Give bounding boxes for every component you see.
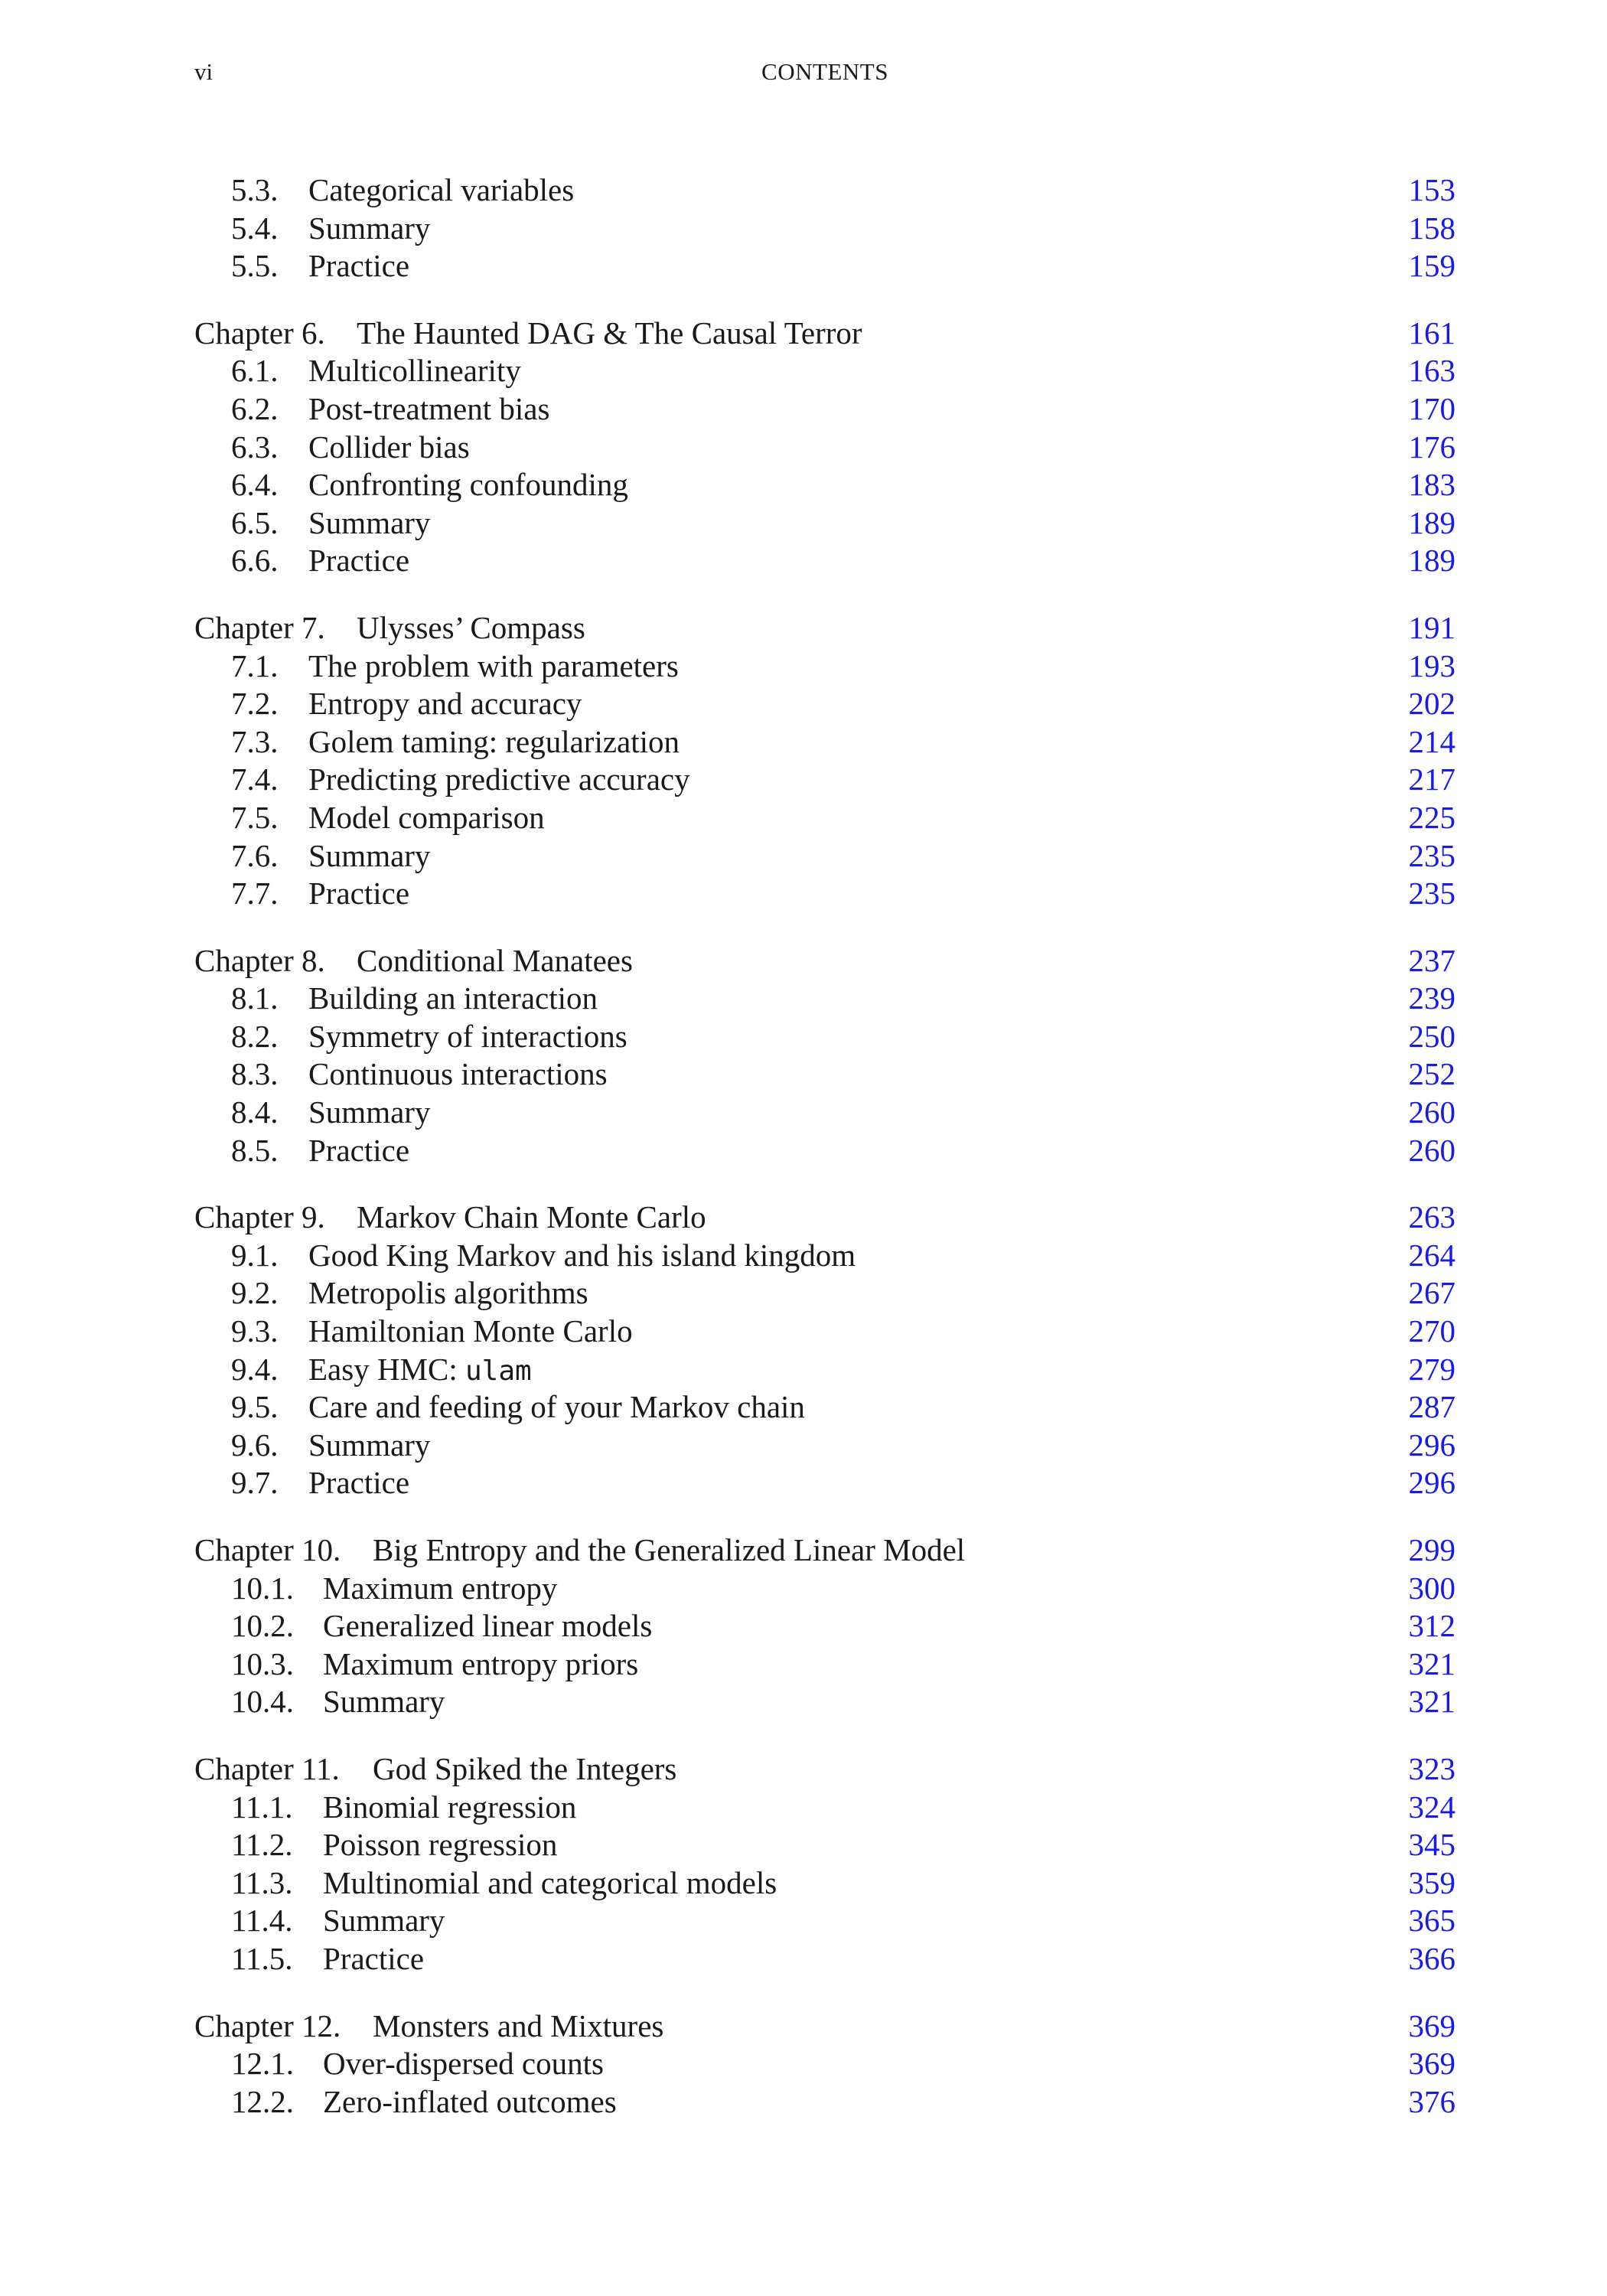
section-entry[interactable] [194, 171, 1455, 210]
section-title [323, 1683, 445, 1721]
section-entry[interactable] [194, 1055, 1455, 1094]
section-page-link[interactable]: 193 [1408, 647, 1455, 683]
section-title [308, 685, 582, 723]
running-head [194, 55, 1455, 89]
section-title-text: Summary [308, 1427, 431, 1463]
toc-group [194, 1531, 1455, 1721]
section-entry[interactable] [194, 210, 1455, 248]
section-page-link[interactable]: 324 [1408, 1789, 1455, 1825]
section-page-link[interactable]: 376 [1408, 2083, 1455, 2119]
section-page-link[interactable]: 267 [1408, 1275, 1455, 1311]
section-entry[interactable] [194, 837, 1455, 876]
section-number: 8.1. [231, 980, 279, 1016]
section-title [308, 1018, 627, 1056]
chapter-number: Chapter 12. [194, 2007, 341, 2043]
section-entry[interactable] [194, 1607, 1455, 1645]
section-title [323, 2083, 617, 2122]
section-page-link[interactable]: 321 [1408, 1645, 1455, 1681]
section-page-link[interactable]: 260 [1408, 1132, 1455, 1168]
section-title-text: Practice [323, 1940, 425, 1976]
chapter-entry[interactable] [194, 1199, 1455, 1237]
section-number: 11.4. [231, 1903, 293, 1939]
section-page-link[interactable]: 345 [1408, 1827, 1455, 1863]
section-entry[interactable] [194, 542, 1455, 580]
section-title [323, 1902, 445, 1940]
chapter-title: Big Entropy and the Generalized Linear Model [373, 1532, 966, 1567]
section-entry[interactable] [194, 390, 1455, 429]
section-entry[interactable] [194, 1351, 1455, 1389]
section-number: 6.6. [231, 543, 279, 579]
section-title [323, 1940, 424, 1978]
section-entry[interactable] [194, 1388, 1455, 1427]
section-page-link[interactable]: 270 [1408, 1313, 1455, 1349]
chapter-entry[interactable] [194, 942, 1455, 980]
section-page-link[interactable]: 183 [1408, 467, 1455, 503]
section-number: 12.2. [231, 2083, 294, 2119]
section-number: 5.5. [231, 248, 279, 284]
toc-group [194, 2007, 1455, 2122]
section-title-text: Practice [308, 876, 410, 912]
section-page-link[interactable]: 176 [1408, 429, 1455, 465]
section-number: 6.3. [231, 429, 279, 465]
section-entry[interactable] [194, 685, 1455, 723]
section-title [323, 2045, 604, 2083]
section-title-text: Practice [308, 1465, 410, 1501]
section-number: 10.1. [231, 1570, 294, 1606]
section-title-code: ulam [465, 1355, 532, 1387]
section-entry[interactable] [194, 1094, 1455, 1132]
section-title-text: Summary [308, 837, 431, 873]
section-title [323, 1645, 638, 1684]
section-entry[interactable] [194, 647, 1455, 686]
section-title-text: Generalized linear models [323, 1608, 653, 1644]
section-page-link[interactable]: 359 [1408, 1864, 1455, 1900]
section-number: 7.6. [231, 837, 279, 873]
section-number: 6.2. [231, 390, 279, 426]
section-entry[interactable] [194, 1464, 1455, 1502]
section-number: 6.1. [231, 353, 279, 389]
section-entry[interactable] [194, 1274, 1455, 1313]
section-title-text: Entropy and accuracy [308, 686, 582, 722]
section-title-text: Practice [308, 248, 410, 284]
section-page-link[interactable]: 365 [1408, 1903, 1455, 1939]
section-title [308, 504, 430, 543]
section-number: 6.4. [231, 467, 279, 503]
section-page-link[interactable]: 217 [1408, 762, 1455, 797]
section-title [308, 1132, 409, 1170]
section-number: 11.3. [231, 1864, 293, 1900]
section-number: 8.5. [231, 1132, 279, 1168]
section-title [308, 1237, 856, 1275]
section-number: 9.1. [231, 1237, 279, 1273]
section-page-link[interactable]: 366 [1408, 1940, 1455, 1976]
section-title [308, 837, 430, 876]
section-title [308, 390, 549, 429]
section-entry[interactable] [194, 1018, 1455, 1056]
section-entry[interactable] [194, 1902, 1455, 1940]
section-page-link[interactable]: 159 [1408, 248, 1455, 284]
section-number: 9.6. [231, 1427, 279, 1463]
section-title [308, 466, 628, 504]
chapter-entry[interactable] [194, 315, 1455, 353]
section-title [308, 1464, 409, 1502]
section-title [308, 761, 690, 799]
page-folio: vi [194, 58, 214, 85]
section-number: 5.4. [231, 210, 279, 246]
section-title-text: Binomial regression [323, 1789, 577, 1825]
section-title [308, 1427, 430, 1465]
section-entry[interactable] [194, 761, 1455, 799]
section-title [323, 1826, 557, 1864]
section-title [308, 875, 409, 913]
section-title-text: Multicollinearity [308, 353, 521, 389]
chapter-title: Ulysses’ Compass [357, 609, 585, 645]
chapter-page-link[interactable]: 191 [1408, 609, 1455, 645]
section-entry[interactable] [194, 466, 1455, 504]
chapter-number: Chapter 10. [194, 1532, 341, 1567]
section-page-link[interactable]: 321 [1408, 1684, 1455, 1720]
section-number: 9.4. [231, 1351, 279, 1387]
section-number: 5.3. [231, 172, 279, 207]
section-title-text: Good King Markov and his island kingdom [308, 1237, 856, 1273]
section-title-text: Maximum entropy priors [323, 1645, 639, 1681]
section-title-text: Practice [308, 1132, 410, 1168]
section-number: 12.1. [231, 2046, 294, 2082]
section-page-link[interactable]: 252 [1408, 1056, 1455, 1092]
group-spacer [194, 1978, 1455, 2007]
section-entry[interactable] [194, 1864, 1455, 1903]
section-title-text: Care and feeding of your Markov chain [308, 1389, 805, 1425]
section-title [323, 1864, 777, 1903]
group-spacer [194, 1169, 1455, 1199]
section-entry[interactable] [194, 504, 1455, 543]
chapter-number: Chapter 11. [194, 1750, 340, 1786]
chapter-page-link[interactable]: 161 [1408, 315, 1455, 351]
chapter-number: Chapter 7. [194, 609, 325, 645]
section-entry[interactable] [194, 799, 1455, 837]
chapter-page-link[interactable]: 263 [1408, 1199, 1455, 1235]
section-entry[interactable] [194, 1826, 1455, 1864]
table-of-contents [194, 171, 1455, 2121]
section-title [308, 1388, 805, 1427]
chapter-page-link[interactable]: 323 [1408, 1750, 1455, 1786]
section-title-text: Poisson regression [323, 1827, 558, 1863]
section-page-link[interactable]: 287 [1408, 1389, 1455, 1425]
section-number: 10.2. [231, 1608, 294, 1644]
chapter-entry[interactable] [194, 1750, 1455, 1789]
section-title [308, 247, 409, 285]
section-number: 6.5. [231, 504, 279, 540]
section-number: 7.4. [231, 762, 279, 797]
section-page-link[interactable]: 312 [1408, 1608, 1455, 1644]
section-number: 10.3. [231, 1645, 294, 1681]
chapter-page-link[interactable]: 369 [1408, 2007, 1455, 2043]
section-number: 7.2. [231, 686, 279, 722]
section-number: 8.3. [231, 1056, 279, 1092]
section-title-text: Predicting predictive accuracy [308, 762, 690, 797]
section-entry[interactable] [194, 352, 1455, 390]
section-page-link[interactable]: 189 [1408, 543, 1455, 579]
section-number: 9.7. [231, 1465, 279, 1501]
section-title [308, 1313, 633, 1351]
section-title [308, 429, 470, 467]
section-page-link[interactable]: 260 [1408, 1094, 1455, 1130]
section-number: 11.1. [231, 1789, 293, 1825]
section-page-link[interactable]: 250 [1408, 1018, 1455, 1054]
section-title [308, 1055, 608, 1094]
section-number: 8.2. [231, 1018, 279, 1054]
section-title-text: The problem with parameters [308, 647, 679, 683]
toc-group [194, 1750, 1455, 1978]
section-page-link[interactable]: 264 [1408, 1237, 1455, 1273]
chapter-page-link[interactable]: 237 [1408, 942, 1455, 978]
chapter-number: Chapter 6. [194, 315, 325, 351]
section-title-text: Hamiltonian Monte Carlo [308, 1313, 633, 1349]
section-number: 7.3. [231, 723, 279, 759]
section-title [308, 542, 409, 580]
section-page-link[interactable]: 235 [1408, 876, 1455, 912]
section-page-link[interactable]: 153 [1408, 172, 1455, 207]
toc-group [194, 315, 1455, 580]
chapter-title: Monsters and Mixtures [373, 2007, 664, 2043]
chapter-page-link[interactable]: 299 [1408, 1532, 1455, 1567]
section-title [308, 980, 598, 1018]
running-head-title: CONTENTS [761, 58, 888, 85]
group-spacer [194, 285, 1455, 315]
toc-group [194, 609, 1455, 913]
section-page-link[interactable]: 279 [1408, 1351, 1455, 1387]
section-entry[interactable] [194, 723, 1455, 762]
section-entry[interactable] [194, 1940, 1455, 1978]
chapter-entry[interactable] [194, 1531, 1455, 1570]
chapter-entry[interactable] [194, 2007, 1455, 2046]
section-title [308, 210, 430, 248]
section-entry[interactable] [194, 429, 1455, 467]
section-title-text: Golem taming: regularization [308, 723, 680, 759]
section-entry[interactable] [194, 1789, 1455, 1827]
chapter-title: God Spiked the Integers [373, 1750, 677, 1786]
section-title-text: Practice [308, 543, 410, 579]
section-title [308, 723, 680, 762]
section-entry[interactable] [194, 1645, 1455, 1684]
section-title-text: Post-treatment bias [308, 390, 550, 426]
section-entry[interactable] [194, 2083, 1455, 2122]
section-title-text: Easy HMC: [308, 1351, 465, 1387]
section-page-link[interactable]: 300 [1408, 1570, 1455, 1606]
group-spacer [194, 913, 1455, 942]
section-number: 9.5. [231, 1389, 279, 1425]
section-page-link[interactable]: 225 [1408, 799, 1455, 835]
section-entry[interactable] [194, 1570, 1455, 1608]
section-title-text: Summary [323, 1684, 445, 1720]
group-spacer [194, 580, 1455, 609]
section-title-text: Zero-inflated outcomes [323, 2083, 617, 2119]
section-title-text: Summary [308, 1094, 431, 1130]
section-entry[interactable] [194, 2045, 1455, 2083]
section-entry[interactable] [194, 980, 1455, 1018]
toc-group [194, 942, 1455, 1170]
section-title [308, 1351, 532, 1391]
section-page-link[interactable]: 158 [1408, 210, 1455, 246]
section-page-link[interactable]: 296 [1408, 1465, 1455, 1501]
section-entry[interactable] [194, 1132, 1455, 1170]
section-entry[interactable] [194, 1427, 1455, 1465]
section-title-text: Building an interaction [308, 980, 598, 1016]
section-number: 7.1. [231, 647, 279, 683]
group-spacer [194, 1502, 1455, 1531]
section-page-link[interactable]: 369 [1408, 2046, 1455, 2082]
section-page-link[interactable]: 214 [1408, 723, 1455, 759]
section-title-text: Multinomial and categorical models [323, 1864, 777, 1900]
section-page-link[interactable]: 296 [1408, 1427, 1455, 1463]
section-number: 11.2. [231, 1827, 293, 1863]
section-page-link[interactable]: 239 [1408, 980, 1455, 1016]
section-title [323, 1607, 652, 1645]
section-title-text: Over-dispersed counts [323, 2046, 604, 2082]
section-title-text: Categorical variables [308, 172, 575, 207]
section-title [308, 799, 545, 837]
section-title-text: Model comparison [308, 799, 545, 835]
section-title [308, 1274, 588, 1313]
chapter-title: Markov Chain Monte Carlo [357, 1199, 706, 1235]
section-title-text: Summary [308, 210, 431, 246]
toc-group [194, 171, 1455, 285]
section-title-text: Metropolis algorithms [308, 1275, 588, 1311]
section-title-text: Confronting confounding [308, 467, 628, 503]
chapter-entry[interactable] [194, 609, 1455, 647]
section-title-text: Summary [308, 504, 431, 540]
section-title [308, 352, 521, 390]
section-title-text: Collider bias [308, 429, 470, 465]
chapter-number: Chapter 9. [194, 1199, 325, 1235]
section-title-text: Summary [323, 1903, 445, 1939]
section-entry[interactable] [194, 1237, 1455, 1275]
section-page-link[interactable]: 235 [1408, 837, 1455, 873]
section-entry[interactable] [194, 247, 1455, 285]
section-entry[interactable] [194, 1683, 1455, 1721]
section-title [308, 647, 679, 686]
section-page-link[interactable]: 170 [1408, 390, 1455, 426]
section-title-text: Continuous interactions [308, 1056, 608, 1092]
section-number: 7.7. [231, 876, 279, 912]
chapter-title: The Haunted DAG & The Causal Terror [357, 315, 862, 351]
section-title [323, 1789, 576, 1827]
group-spacer [194, 1721, 1455, 1750]
section-entry[interactable] [194, 1313, 1455, 1351]
section-number: 9.3. [231, 1313, 279, 1349]
section-number: 9.2. [231, 1275, 279, 1311]
section-title [323, 1570, 557, 1608]
section-title-text: Maximum entropy [323, 1570, 558, 1606]
toc-group [194, 1199, 1455, 1502]
section-page-link[interactable]: 163 [1408, 353, 1455, 389]
chapter-title: Conditional Manatees [357, 942, 633, 978]
section-page-link[interactable]: 202 [1408, 686, 1455, 722]
section-number: 8.4. [231, 1094, 279, 1130]
section-number: 7.5. [231, 799, 279, 835]
section-title [308, 171, 574, 210]
section-number: 10.4. [231, 1684, 294, 1720]
section-number: 11.5. [231, 1940, 293, 1976]
section-page-link[interactable]: 189 [1408, 504, 1455, 540]
section-entry[interactable] [194, 875, 1455, 913]
chapter-number: Chapter 8. [194, 942, 325, 978]
section-title [308, 1094, 430, 1132]
section-title-text: Symmetry of interactions [308, 1018, 627, 1054]
